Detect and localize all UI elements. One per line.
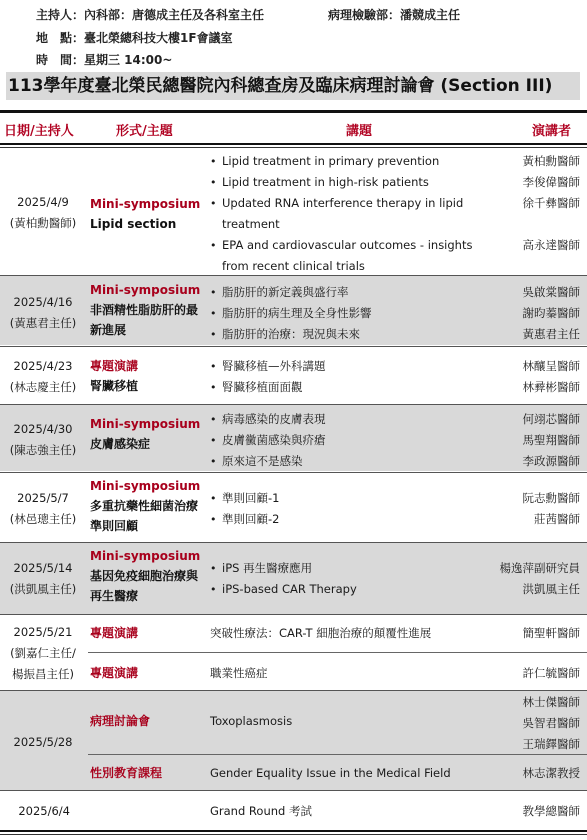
divider [0, 472, 587, 473]
row-topics [210, 488, 500, 530]
col-header-topic: 講題 [346, 124, 373, 139]
row-date: 2025/5/21 (劉嘉仁主任/ 楊振昌主任) [10, 625, 76, 681]
page-title: 113學年度臺北榮民總醫院內科總查房及臨床病理討論會 (Section III) [6, 72, 580, 100]
row-topics [210, 282, 500, 345]
divider [0, 110, 587, 113]
row-topic: 職業性癌症 [210, 666, 268, 680]
row-form: Mini-symposium 非酒精性脂肪肝的最新進展 [90, 283, 201, 337]
row-topic: Grand Round 考試 [210, 804, 312, 818]
row-date: 2025/4/30 (陳志強主任) [9, 422, 77, 457]
row-date: 2025/4/9 (黃柏勳醫師) [9, 195, 77, 230]
row-form: Mini-symposium 多重抗藥性細菌治療準則回顧 [90, 479, 201, 533]
row-form: Mini-symposium Lipid section [90, 197, 201, 231]
list-item: • 腎臟移植面面觀 [210, 377, 500, 398]
row-speaker: 林志潔教授 [522, 766, 580, 780]
divider [88, 652, 587, 653]
row-speakers: 林釀呈醫師 林彛彬醫師 [522, 359, 580, 394]
list-item: • Lipid treatment in primary prevention [210, 151, 500, 172]
row-speakers: 林士傑醫師 吳智君醫師 王瑞鐸醫師 [522, 695, 580, 751]
row-date: 2025/4/16 (黃惠君主任) [9, 295, 77, 330]
col-header-date: 日期/主持人 [4, 124, 74, 139]
list-item: • 原來這不是感染 [210, 451, 500, 472]
row-date: 2025/5/7 (林邑璁主任) [9, 491, 77, 526]
row-topics [210, 409, 500, 472]
row-topics [210, 558, 500, 600]
list-item: • Lipid treatment in high-risk patients [210, 172, 500, 193]
row-date: 2025/4/23 (林志慶主任) [9, 359, 77, 394]
list-item: • iPS-based CAR Therapy [210, 579, 500, 600]
list-item: • 皮膚黴菌感染與疥瘡 [210, 430, 500, 451]
row-speaker: 簡聖軒醫師 [522, 626, 580, 640]
divider [0, 147, 587, 148]
host-info: 主持人：內科部：唐德成主任及各科室主任 [36, 8, 265, 22]
row-form: 專題演講 腎臟移植 [90, 359, 139, 393]
place-info: 地 點：臺北榮總科技大樓1F會議室 [36, 31, 233, 45]
col-header-speaker: 演講者 [532, 124, 572, 139]
row-speakers: 吳啟棠醫師 謝昀蓁醫師 黃惠君主任 [522, 285, 580, 341]
list-item: • Updated RNA interference therapy in lipid treatment [210, 193, 500, 235]
row-form: 性別教育課程 [90, 766, 163, 780]
row-date: 2025/5/14 (洪凱風主任) [9, 561, 77, 596]
row-speakers: 何翊芯醫師 馬聖翔醫師 李政源醫師 [522, 412, 580, 468]
divider [88, 754, 587, 755]
row-speakers: 黃柏勳醫師 李俊偉醫師 徐千彝醫師 高永達醫師 [522, 154, 580, 252]
divider [0, 346, 587, 347]
row-form: Mini-symposium 皮膚感染症 [90, 417, 201, 451]
row-date: 2025/5/28 [13, 735, 73, 749]
row-topic: 突破性療法：CAR-T 細胞治療的顛覆性進展 [210, 626, 432, 640]
pathology-info: 病理檢驗部：潘競成主任 [328, 8, 461, 22]
divider [0, 834, 587, 835]
row-topics [210, 151, 500, 277]
row-form: 專題演講 [90, 666, 139, 680]
list-item: • EPA and cardiovascular outcomes - insights from recent clinical trials [210, 235, 500, 277]
col-header-form: 形式/主題 [116, 124, 173, 139]
list-item: • 脂肪肝的治療：現況與未來 [210, 324, 500, 345]
list-item: • iPS 再生醫療應用 [210, 558, 500, 579]
divider [0, 614, 587, 615]
list-item: • 準則回顧-2 [210, 509, 500, 530]
row-speakers: 阮志勳醫師 莊茜醫師 [522, 491, 580, 526]
row-speaker: 許仁毓醫師 [522, 666, 580, 680]
divider [0, 143, 587, 145]
list-item: • 準則回顧-1 [210, 488, 500, 509]
list-item: • 腎臟移植—外科講題 [210, 356, 500, 377]
list-item: • 脂肪肝的新定義與盛行率 [210, 282, 500, 303]
divider [0, 790, 587, 791]
list-item: • 脂肪肝的病生理及全身性影響 [210, 303, 500, 324]
divider [0, 830, 587, 832]
row-form: 病理討論會 [90, 714, 151, 728]
row-topics [210, 356, 500, 398]
row-speakers: 楊逸萍副研究員 洪凱風主任 [499, 561, 580, 596]
row-topic: Gender Equality Issue in the Medical Field [210, 766, 451, 780]
list-item: • 病毒感染的皮膚表現 [210, 409, 500, 430]
row-date: 2025/6/4 [18, 804, 70, 818]
row-topic: Toxoplasmosis [210, 714, 293, 728]
time-info: 時 間：星期三 14:00~ [36, 53, 173, 67]
row-form: 專題演講 [90, 626, 139, 640]
row-form: Mini-symposium 基因免疫細胞治療與再生醫療 [90, 549, 201, 603]
row-speaker: 教學總醫師 [522, 804, 580, 818]
